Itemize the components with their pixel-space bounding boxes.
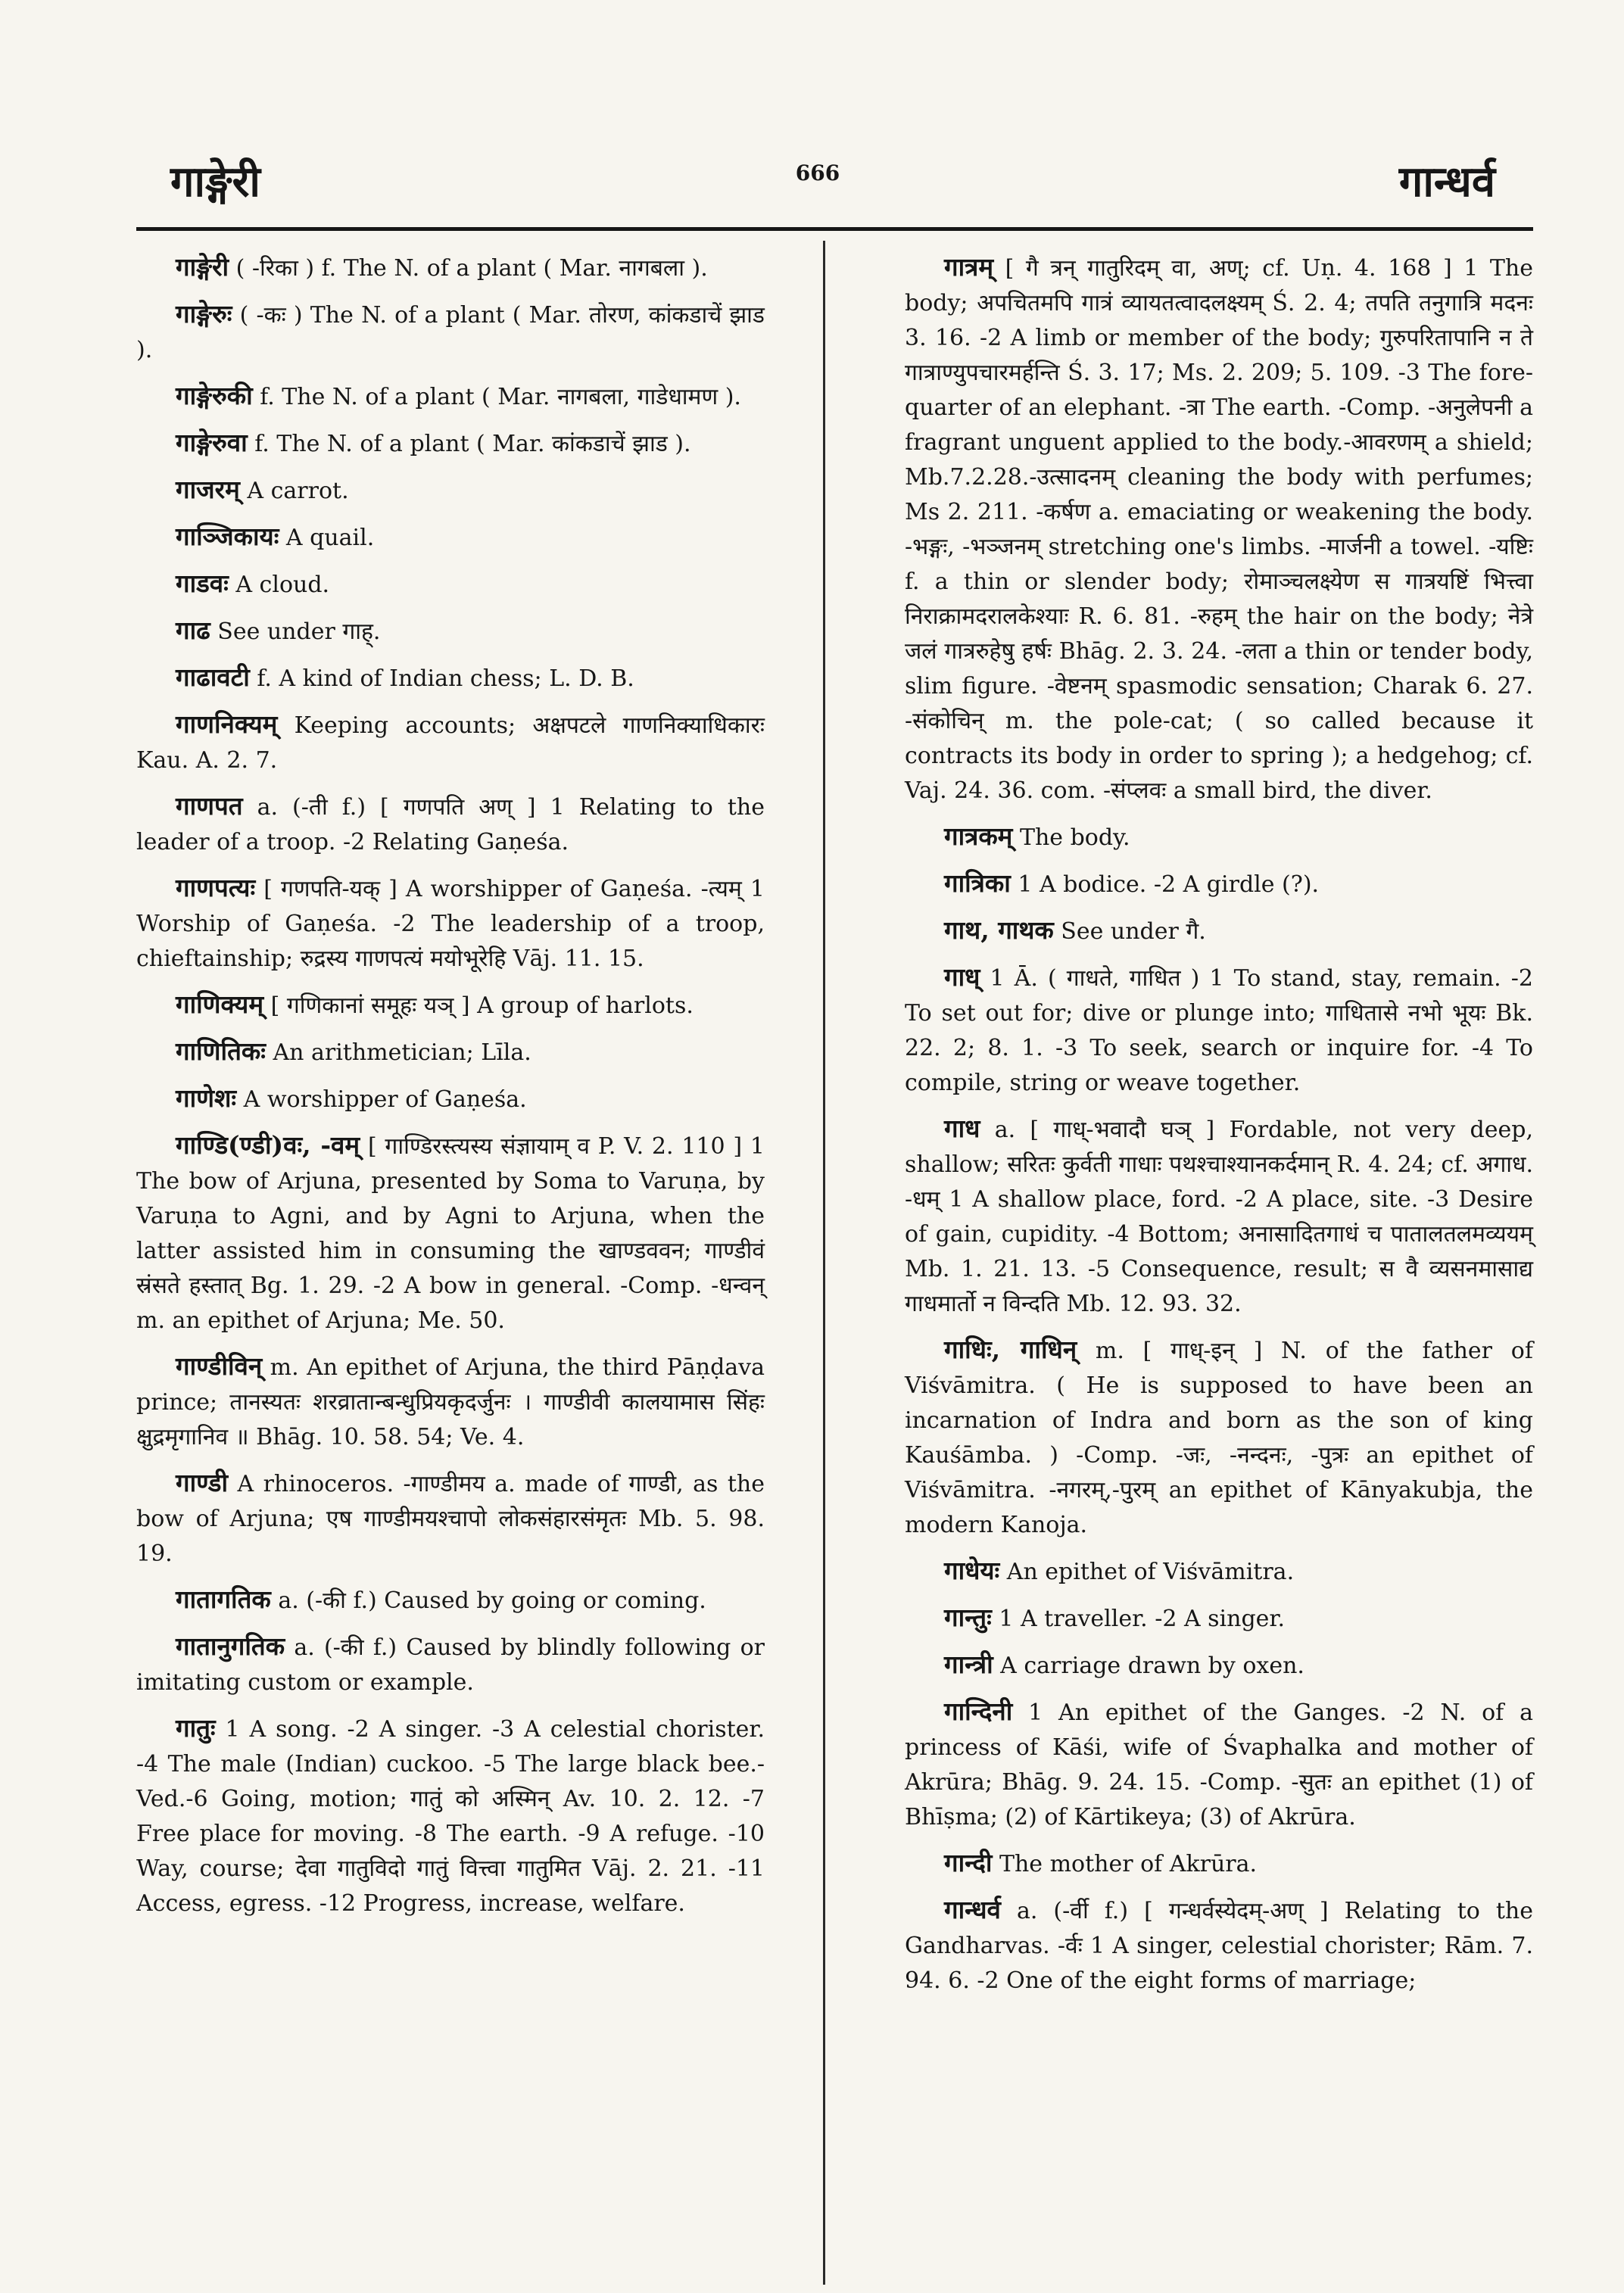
definition: a. (-की f.) Caused by blindly following or imitating custom or example. — [136, 1634, 765, 1696]
dictionary-entry — [136, 613, 765, 650]
dictionary-entry — [136, 250, 765, 286]
definition: a. (-र्वी f.) [ गन्धर्वस्येदम्-अण् ] Relating to the Gandharvas. -र्वः 1 A singer, celestial chorister; Rām. 7. 94. 6. -2 One of the eight forms of marriage; — [905, 1898, 1533, 1994]
dictionary-entry — [136, 660, 765, 696]
headword: गाण्डि(ण्डी)वः, -वम् — [176, 1130, 360, 1160]
dictionary-entry — [136, 425, 765, 462]
dictionary-entry — [905, 960, 1533, 1101]
headword: गाङ्गेरुकी — [176, 381, 253, 410]
headword: गाध — [944, 1114, 980, 1143]
definition: m. [ गाध्-इन् ] N. of the father of Viśvāmitra. ( He is supposed to have been an incarnation of Indra and born as the son of king Kauśāmba. ) -Comp. -जः, -नन्दनः, -पुत्रः an epithet of Viśvāmitra. -नगरम्,-पुरम् an epithet of Kānyakubja, the modern Kanoja. — [905, 1338, 1533, 1538]
definition: f. A kind of Indian chess; L. D. B. — [257, 665, 634, 692]
dictionary-entry — [905, 1111, 1533, 1322]
definition: 1 Ā. ( गाधते, गाधित ) 1 To stand, stay, remain. -2 To set out for; dive or plunge into; गाधितासे नभो भूयः Bk. 22. 2; 8. 1. -3 To seek, search or inquire for. -4 To compile, string or weave together. — [905, 965, 1533, 1096]
header-left-guideword: गाङ्गेरी — [170, 157, 260, 207]
dictionary-entry — [905, 1332, 1533, 1543]
page-number: 666 — [795, 160, 840, 185]
headword: गाढावटी — [176, 662, 250, 692]
headword: गातागतिक — [176, 1584, 271, 1614]
headword: गाढ — [176, 615, 210, 645]
dictionary-entry — [905, 913, 1533, 949]
dictionary-entry — [136, 789, 765, 860]
definition: An epithet of Viśvāmitra. — [1006, 1559, 1295, 1585]
definition: 1 A bodice. -2 A girdle (?). — [1018, 871, 1320, 898]
dictionary-entry — [905, 1647, 1533, 1684]
definition: 1 A song. -2 A singer. -3 A celestial chorister. -4 The male (Indian) cuckoo. -5 The large black bee.-Ved.-6 Going, motion; गातुं को अस्मिन् Av. 10. 2. 12. -7 Free place for moving. -8 The earth. -9 A refuge. -10 Way, course; देवा गातुविदो गातुं वित्त्वा गातुमित Vāj. 2. 21. -11 Access, egress. -12 Progress, increase, welfare. — [136, 1716, 765, 1917]
headword: गाणेशः — [176, 1083, 237, 1113]
headword: गाणपत — [176, 791, 243, 821]
dictionary-entry — [905, 1893, 1533, 1999]
headword: गाणनिक्यम् — [176, 709, 278, 739]
definition: [ गै त्रन् गातुरिदम् वा, अण्; cf. Uṇ. 4. 168 ] 1 The body; अपचितमपि गात्रं व्यायतत्वादलक्ष्यम् Ś. 2. 4; तपति तनुगात्रि मदनः 3. 16. -2 A limb or member of the body; गुरुपरितापानि न ते गात्राण्युपचारमर्हन्ति Ś. 3. 17; Ms. 2. 209; 5. 109. -3 The fore-quarter of an elephant. -त्रा The earth. -Comp. -अनुलेपनी a fragrant unguent applied to the body.-आवरणम् a shield; Mb.7.2.28.-उत्सादनम् cleaning the body with perfumes; Ms 2. 211. -कर्षण a. emaciating or weakening the body. -भङ्गः, -भञ्जनम् stretching one's limbs. -मार्जनी a towel. -यष्टिः f. a thin or slender body; रोमाञ्चलक्ष्येण स गात्रयष्टिं भित्त्वा निराक्रामदरालकेश्याः R. 6. 81. -रुहम् the hair on the body; नेत्रे जलं गात्ररुहेषु हर्षः Bhāg. 2. 3. 24. -लता a thin or tender body, slim figure. -वेष्टनम् spasmodic sensation; Charak 6. 27. -संकोचिन् m. the pole-cat; ( so called because it contracts its body in order to spring ); a hedgehog; cf. Vaj. 24. 36. com. -संप्लवः a small bird, the diver. — [905, 255, 1533, 804]
headword: गाधिः, गाधिन् — [944, 1335, 1077, 1364]
dictionary-entry — [905, 1553, 1533, 1590]
definition: 1 An epithet of the Ganges. -2 N. of a princess of Kāśi, wife of Śvaphalka and mother of Akrūra; Bhāg. 9. 24. 15. -Comp. -सुतः an epithet (1) of Bhīṣma; (2) of Kārtikeya; (3) of Akrūra. — [905, 1699, 1533, 1830]
headword: गात्रकम् — [944, 821, 1013, 851]
right-column — [905, 250, 1533, 2009]
definition: A cloud. — [235, 572, 330, 598]
headword: गातानुगतिक — [176, 1631, 285, 1661]
headword: गात्रम् — [944, 252, 994, 282]
dictionary-entry — [905, 866, 1533, 902]
dictionary-entry — [136, 297, 765, 368]
headword: गाण्डीविन् — [176, 1351, 263, 1381]
headword: गातुः — [176, 1713, 216, 1743]
definition: f. The N. of a plant ( Mar. कांकडाचें झाड ). — [254, 431, 691, 457]
headword: गात्रिका — [944, 868, 1011, 898]
definition: a. (-की f.) Caused by going or coming. — [278, 1587, 706, 1614]
header-right-guideword: गान्धर्व — [1398, 157, 1495, 207]
definition: [ गणपति-यक् ] A worshipper of Gaṇeśa. -त्यम् 1 Worship of Gaṇeśa. -2 The leadership of a troop, chieftainship; रुद्रस्य गाणपत्यं मयोभूरेहि Vāj. 11. 15. — [136, 876, 765, 972]
dictionary-entry — [136, 871, 765, 977]
dictionary-entry — [136, 1711, 765, 1921]
headword: गाथ, गाथक — [944, 915, 1054, 945]
headword: गाङ्गेरुः — [176, 299, 232, 329]
dictionary-entry — [136, 1081, 765, 1117]
definition: m. An epithet of Arjuna, the third Pāṇḍava prince; तानस्यतः शरव्रातान्बन्धुप्रियकृदर्जुनः । गाण्डीवी कालयामास सिंहः क्षुद्रमृगानिव ॥ Bhāg. 10. 58. 54; Ve. 4. — [136, 1354, 765, 1450]
dictionary-entry — [136, 566, 765, 603]
definition: A quail. — [285, 525, 375, 551]
definition: The mother of Akrūra. — [999, 1851, 1258, 1877]
definition: A worshipper of Gaṇeśa. — [243, 1086, 527, 1113]
definition: A rhinoceros. -गाण्डीमय a. made of गाण्डी, as the bow of Arjuna; एष गाण्डीमयश्चापो लोकसंहारसंमृतः Mb. 5. 98. 19. — [136, 1471, 765, 1567]
dictionary-entry — [905, 1694, 1533, 1835]
dictionary-entry — [905, 250, 1533, 808]
dictionary-entry — [136, 1466, 765, 1572]
definition: f. The N. of a plant ( Mar. नागबला, गाडेधामण ). — [260, 384, 741, 410]
dictionary-entry — [136, 379, 765, 415]
definition: A carriage drawn by oxen. — [1000, 1653, 1304, 1679]
dictionary-entry — [136, 1349, 765, 1455]
column-divider — [823, 241, 825, 2285]
definition: See under गै. — [1061, 918, 1206, 945]
definition: a. [ गाध्-भवादौ घञ् ] Fordable, not very deep, shallow; सरितः कुर्वती गाधाः पथश्चाश्यानकर्दमान् R. 4. 24; cf. अगाध. -धम् 1 A shallow place, ford. -2 A place, site. -3 Desire of gain, cupidity. -4 Bottom; अनासादितगाधं च पातालतलमव्ययम् Mb. 1. 21. 13. -5 Consequence, result; स वै व्यसनमासाद्य गाधमार्तो न विन्दति Mb. 12. 93. 32. — [905, 1117, 1533, 1317]
dictionary-entry — [905, 1600, 1533, 1637]
definition: The body. — [1019, 824, 1130, 851]
headword: गाणपत्यः — [176, 873, 256, 902]
dictionary-entry — [136, 519, 765, 556]
headword: गाङ्गेरुवा — [176, 428, 248, 457]
headword: गाणितिकः — [176, 1036, 266, 1066]
definition: 1 A traveller. -2 A singer. — [999, 1606, 1286, 1632]
dictionary-entry — [136, 707, 765, 778]
definition: a. (-ती f.) [ गणपति अण् ] 1 Relating to the leader of a troop. -2 Relating Gaṇeśa. — [136, 794, 765, 855]
definition: Keeping accounts; अक्षपटले गाणनिक्याधिकारः Kau. A. 2. 7. — [136, 712, 765, 774]
headword: गान्दिनी — [944, 1696, 1013, 1726]
headword: गाञ्जिकायः — [176, 522, 279, 551]
headword: गान्त्री — [944, 1650, 993, 1679]
headword: गाजरम् — [176, 475, 240, 504]
header-rule — [136, 227, 1533, 231]
dictionary-entry — [136, 1128, 765, 1338]
definition: [ गणिकानां समूहः यञ् ] A group of harlots. — [270, 992, 694, 1019]
dictionary-entry — [136, 472, 765, 509]
headword: गाण्डी — [176, 1468, 229, 1497]
left-column — [136, 250, 765, 1932]
definition: [ गाण्डिरस्त्यस्य संज्ञायाम् व P. V. 2. 110 ] 1 The bow of Arjuna, presented by Soma to Varuṇa, by Varuṇa to Agni, and by Agni to Arjuna, when the latter assisted him in consuming the खाण्डववन; गाण्डीवं स्रंसते हस्तात् Bg. 1. 29. -2 A bow in general. -Comp. -धन्वन् m. an epithet of Arjuna; Me. 50. — [136, 1133, 765, 1334]
headword: गाणिक्यम् — [176, 989, 264, 1019]
dictionary-entry — [136, 1582, 765, 1618]
dictionary-entry — [905, 819, 1533, 855]
dictionary-entry — [136, 1034, 765, 1070]
dictionary-entry — [905, 1846, 1533, 1882]
headword: गान्तुः — [944, 1603, 992, 1632]
dictionary-entry — [136, 1629, 765, 1700]
headword: गाडवः — [176, 569, 229, 598]
definition: An arithmetician; Līla. — [273, 1039, 531, 1066]
definition: ( -रिका ) f. The N. of a plant ( Mar. नागबला ). — [235, 255, 708, 282]
headword: गाधेयः — [944, 1556, 1000, 1585]
definition: A carrot. — [247, 478, 349, 504]
headword: गान्धर्व — [944, 1895, 1001, 1924]
headword: गान्दी — [944, 1848, 993, 1877]
headword: गाङ्गेरी — [176, 252, 229, 282]
definition: ( -कः ) The N. of a plant ( Mar. तोरण, कांकडाचें झाड ). — [136, 302, 765, 363]
dictionary-entry — [136, 987, 765, 1023]
headword: गाध् — [944, 962, 980, 992]
definition: See under गाह्. — [217, 618, 381, 645]
